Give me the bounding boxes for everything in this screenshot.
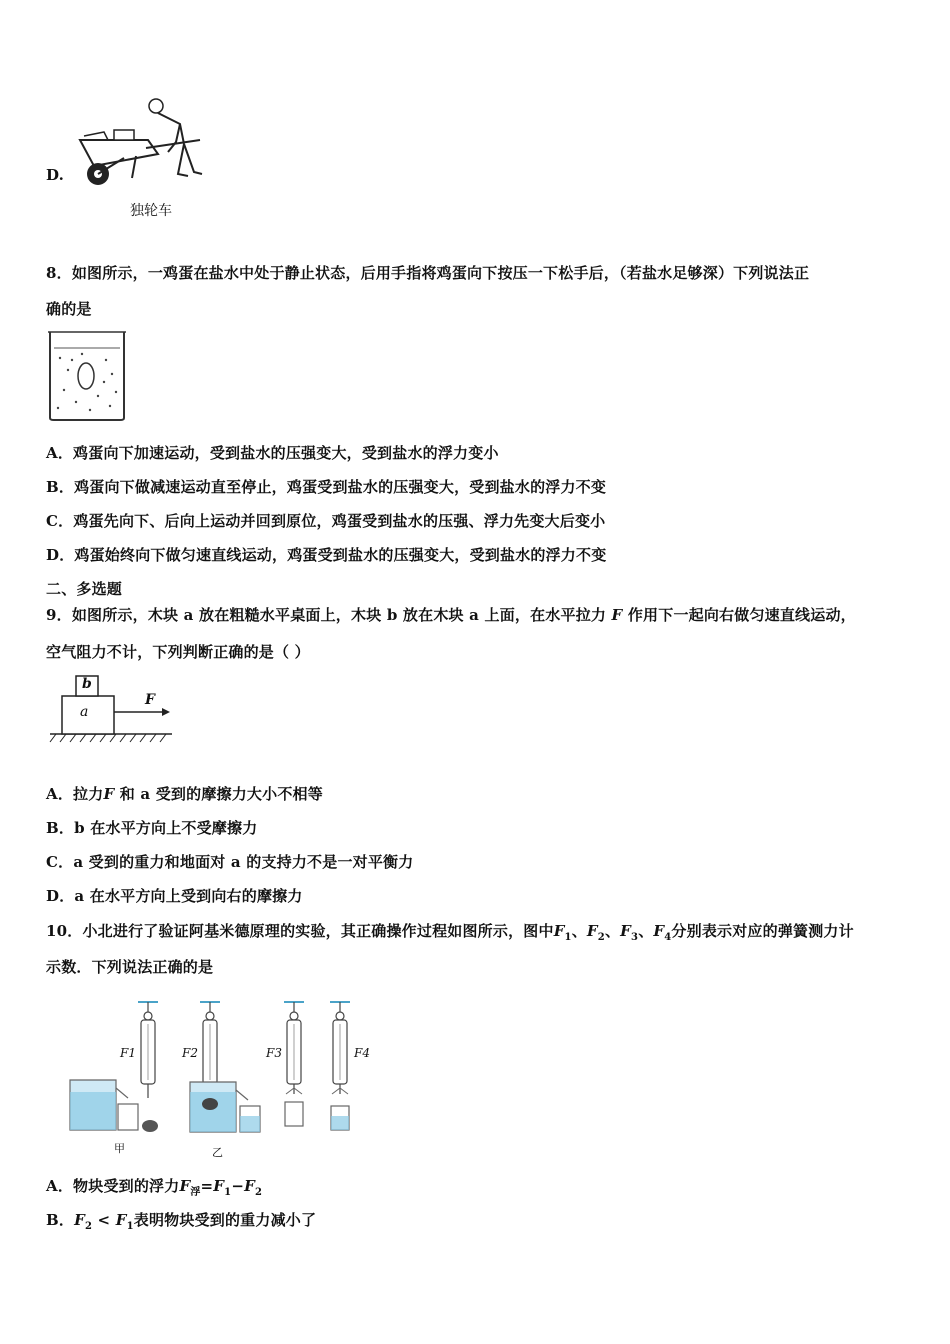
block-a-label: a <box>80 704 89 720</box>
force-f-label: F <box>145 692 155 708</box>
q9-stem-line1: 9．如图所示，木块 a 放在粗糙水平桌面上，木块 b 放在木块 a 上面，在水平拉力 F 作用下一起向右做匀速直线运动， <box>46 606 856 624</box>
q9-stem-line2: 空气阻力不计，下列判断正确的是（ ） <box>46 643 310 661</box>
q8-option-a[interactable]: A．鸡蛋向下加速运动，受到盐水的压强变大，受到盐水的浮力变小 <box>46 444 499 462</box>
q8-stem-line2: 确的是 <box>46 300 92 318</box>
figure-caption-yi: 乙 <box>212 1146 223 1159</box>
q8-stem-line1: 8．如图所示，一鸡蛋在盐水中处于静止状态，后用手指将鸡蛋向下按压一下松手后，（若盐水足够深）下列说法正 <box>46 264 810 282</box>
q8-option-c[interactable]: C．鸡蛋先向下、后向上运动并回到原位，鸡蛋受到盐水的压强、浮力先变大后变小 <box>46 512 606 530</box>
figure-label-f3: F3 <box>266 1046 282 1060</box>
archimedes-experiment-figure <box>66 998 376 1158</box>
wheelbarrow-figure <box>74 96 214 196</box>
q9-option-d[interactable]: D．a 在水平方向上受到向右的摩擦力 <box>46 887 303 905</box>
figure-label-f2: F2 <box>182 1046 198 1060</box>
q10-stem-line2: 示数．下列说法正确的是 <box>46 958 214 976</box>
q9-option-c[interactable]: C．a 受到的重力和地面对 a 的支持力不是一对平衡力 <box>46 853 414 871</box>
q10-option-b[interactable]: B．$F_2 < F_1$表明物块受到的重力减小了 <box>46 1211 317 1232</box>
q7-option-d-label[interactable]: D. <box>46 166 65 184</box>
blocks-figure <box>50 672 174 744</box>
q9-option-a[interactable]: A．拉力F 和 a 受到的摩擦力大小不相等 <box>46 785 323 803</box>
figure-caption-jia: 甲 <box>114 1142 125 1155</box>
block-b-label: b <box>82 676 92 692</box>
q10-stem-line1: 10．小北进行了验证阿基米德原理的实验，其正确操作过程如图所示，图中$F_1$、$F_2$、$F_3$、$F_4$分别表示对应的弹簧测力计 <box>46 922 854 943</box>
beaker-egg-figure <box>46 330 128 422</box>
figure-label-f4: F4 <box>354 1046 370 1060</box>
q8-option-d[interactable]: D．鸡蛋始终向下做匀速直线运动，鸡蛋受到盐水的压强变大，受到盐水的浮力不变 <box>46 546 607 564</box>
section-title-multiple-choice: 二、多选题 <box>46 580 123 598</box>
wheelbarrow-caption: 独轮车 <box>130 203 172 219</box>
q8-option-b[interactable]: B．鸡蛋向下做减速运动直至停止，鸡蛋受到盐水的压强变大，受到盐水的浮力不变 <box>46 478 607 496</box>
q9-option-b[interactable]: B．b 在水平方向上不受摩擦力 <box>46 819 258 837</box>
figure-label-f1: F1 <box>120 1046 136 1060</box>
q10-option-a[interactable]: A．物块受到的浮力$F_浮=F_1-F_2$ <box>46 1177 263 1198</box>
